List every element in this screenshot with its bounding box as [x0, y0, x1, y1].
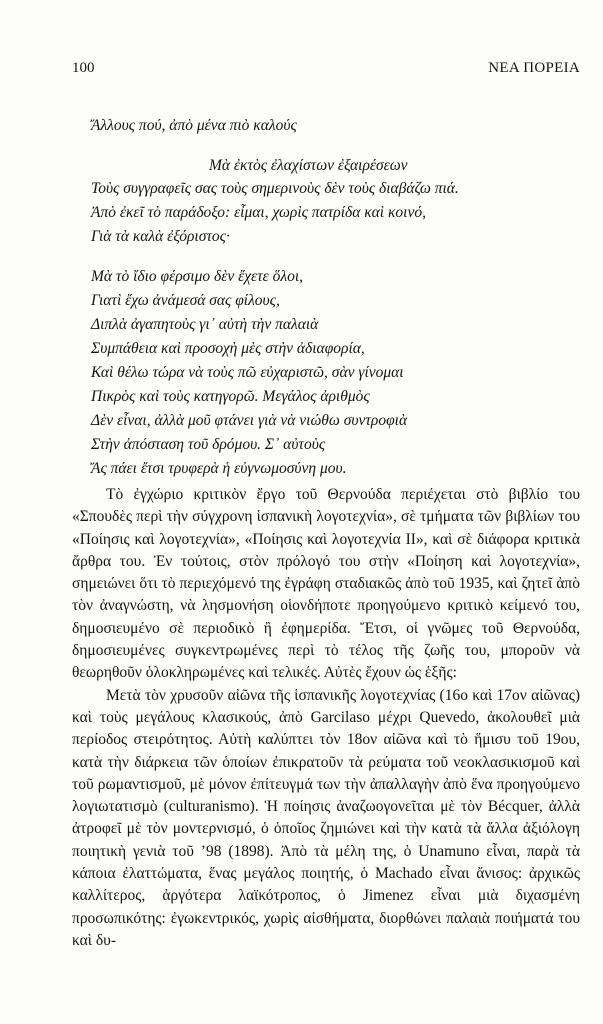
poem-line: Μὰ ἐκτὸς ἐλαχίστων ἐξαιρέσεων: [209, 157, 408, 174]
poem-line: Καὶ θέλω τώρα νὰ τοὺς πῶ εὐχαριστῶ, σὰν γίνομαι: [91, 364, 404, 381]
paragraph: Τὸ ἐγχώριο κριτικὸν ἔργο τοῦ Θερνούδα περιέχεται στὸ βιβλίο του «Σπουδὲς περὶ τὴν σύγχρονη ἱσπανικὴ λογοτεχνία», σὲ τμήματα τῶν βιβλίων του «Ποίησις καὶ λογοτεχνία», «Ποίησις καὶ λογοτεχνία ΙΙ», καὶ σὲ διάφορα κριτικὰ ἄρθρα του. Ἐν τούτοις, στὸν πρόλογό του στὴν «Ποίηση καὶ λογοτεχνία», σημειώνει ὅτι τὸ περιεχόμενό της ἐγράφη σταδιακῶς ἀπὸ τοῦ 1935, καὶ ζητεῖ ἀπὸ τὸν ἀναγνώστη, νὰ λησμονήση οἱονδήποτε προηγούμενο κριτικὸ κείμενό του, δημοσιευμένο σὲ περιοδικὸ ἢ ἐφημερίδα. Ἔτσι, οἱ γνῶμες τοῦ Θερνούδα, δημοσιευμένες συγκεντρωμένες περὶ τὸ τέλος τῆς ζωῆς του, μποροῦν νὰ θεωρηθοῦν ὁλοκληρωμένες καὶ τελικές. Αὐτὲς ἔχουν ὡς ἑξῆς:: [72, 486, 580, 682]
poem-line: Γιὰ τὰ καλὰ ἐξόριστος·: [91, 228, 230, 245]
poem-line: Γιατὶ ἔχω ἀνάμεσά σας φίλους,: [91, 292, 280, 309]
poem-line: Συμπάθεια καὶ προσοχὴ μὲς στὴν ἀδιαφορία,: [91, 340, 365, 357]
poem-line: Ἄς πάει ἔτσι τρυφερὰ ἡ εὐγνωμοσύνη μου.: [91, 460, 347, 477]
journal-name: ΝΕΑ ΠΟΡΕΙΑ: [488, 60, 580, 76]
poem-line: Στὴν ἀπόσταση τοῦ δρόμου. Σ᾽ αὐτοὺς: [91, 436, 326, 453]
body-text: [72, 484, 580, 952]
page-number: 100: [72, 60, 95, 76]
running-head: [72, 60, 580, 80]
paragraph: Μετὰ τὸν χρυσοῦν αἰῶνα τῆς ἱσπανικῆς λογοτεχνίας (16ο καὶ 17ον αἰῶνας) καὶ τοὺς μεγάλους κλασικούς, ἀπὸ Garcilaso μέχρι Quevedo, ἀκολουθεῖ μιὰ περίοδος στειρότητος. Αὐτὴ καλύπτει τὸν 18ον αἰῶνα καὶ τὸ ἥμισυ τοῦ 19ου, κατὰ τὴν διάρκεια τῶν ὁποίων ἐπικρατοῦν τὰ ρεύματα τοῦ νεοκλασικισμοῦ καὶ τοῦ ρωμαντισμοῦ, μὲ μόνον ἐπίτευγμά των τὴν ἀπαλλαγὴν ἀπὸ ἕνα προηγούμενο λογιωτατισμὸ (culturanismo). Ἡ ποίησις ἀναζωογονεῖται μὲ τὸν Bécquer, ἀλλὰ ἀτροφεῖ μὲ τὸν μοντερνισμό, ὁ ὁποῖος ζημιώνει καὶ τὴν κατὰ τὰ ἄλλα ἀξιόλογη ποιητικὴ γενιὰ τοῦ ’98 (1898). Ἀπὸ τὰ μέλη της, ὁ Unamuno εἶναι, παρὰ τὰ κάποια ἐλαττώματα, ἕνας μεγάλος ποιητής, ὁ Machado εἶναι ἄνισος: ἀρχικῶς καλλίτερος, ἀργότερα λαϊκότροπος, ὁ Jimenez εἶναι μιὰ διχασμένη προσωπικότης: ἐγωκεντρικός, χωρὶς αἰσθήματα, διορθώνει παλαιὰ ποιήματά του καὶ δυ-: [72, 686, 580, 949]
poem-line: Ἄλλους πού, ἀπὸ μένα πιὸ καλούς: [91, 117, 297, 134]
poem-line: Πικρὸς καὶ τοὺς κατηγορῶ. Μεγάλος ἀριθμὸς: [91, 388, 370, 405]
poem-line: Τοὺς συγγραφεῖς σας τοὺς σημερινοὺς δὲν τοὺς διαβάζω πιά.: [91, 180, 459, 197]
poem-line: Μὰ τὸ ἴδιο φέρσιμο δὲν ἔχετε ὅλοι,: [91, 268, 304, 285]
poem-line: Ἀπὸ ἐκεῖ τὸ παράδοξο: εἶμαι, χωρὶς πατρίδα καὶ κοινό,: [91, 204, 426, 221]
poem-line: Δὲν εἶναι, ἀλλὰ μοῦ φτάνει γιὰ νὰ νιώθω συντροφιὰ: [91, 412, 408, 429]
poem-line: Διπλὰ ἀγαπητοὺς γι᾽ αὐτὴ τὴν παλαιὰ: [91, 316, 319, 333]
